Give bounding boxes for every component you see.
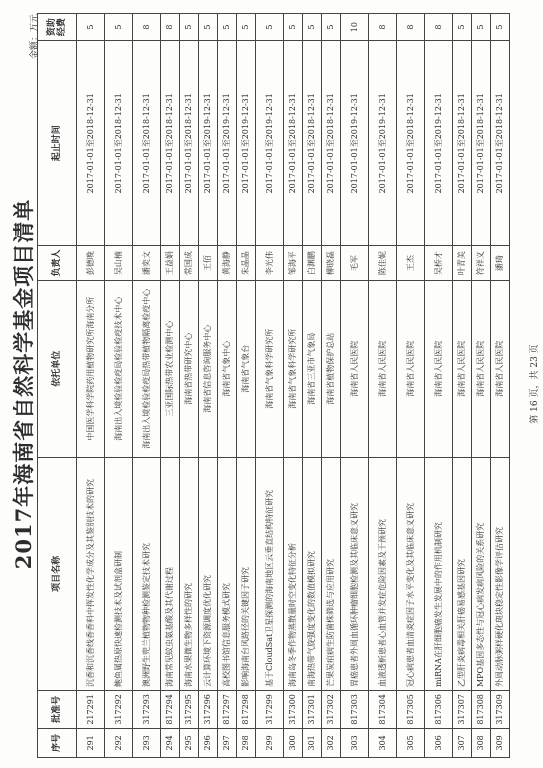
cell-leader: 毛军 bbox=[341, 246, 369, 281]
cell-funding: 5 bbox=[199, 14, 218, 41]
table-row bbox=[199, 14, 218, 758]
header-seq: 序号 bbox=[38, 728, 77, 757]
header-leader: 负责人 bbox=[38, 246, 77, 281]
cell-approval-no: 317299 bbox=[256, 691, 284, 729]
cell-seq: 305 bbox=[397, 728, 425, 757]
cell-approval-no: 317300 bbox=[284, 691, 303, 729]
header-approval-no: 批准号 bbox=[38, 691, 77, 729]
cell-period: 2017-01-01至2019-12-31 bbox=[341, 41, 369, 246]
cell-seq: 308 bbox=[472, 728, 491, 757]
cell-period: 2017-01-01至2019-12-31 bbox=[237, 41, 256, 246]
cell-institution: 海南省人民医院 bbox=[369, 280, 397, 457]
cell-institution: 海南省人民医院 bbox=[397, 280, 425, 457]
cell-institution: 海南出入境检验检疫局热带植物隔离检疫中心 bbox=[133, 280, 161, 457]
cell-approval-no: 317295 bbox=[180, 691, 199, 729]
cell-approval-no: 317309 bbox=[491, 691, 510, 729]
cell-project-name: 外周动脉粥样硬化斑块稳定性影像学评估研究 bbox=[491, 457, 510, 690]
cell-funding: 5 bbox=[322, 14, 341, 41]
table-row bbox=[237, 14, 256, 758]
cell-institution: 海南省气象科学研究所 bbox=[284, 280, 303, 457]
cell-approval-no: 317302 bbox=[322, 691, 341, 729]
table-row bbox=[77, 14, 105, 758]
cell-leader: 叶青美 bbox=[453, 246, 472, 281]
table-row bbox=[161, 14, 180, 758]
table-row bbox=[472, 14, 491, 758]
cell-seq: 300 bbox=[284, 728, 303, 757]
cell-institution: 海南省植物保护总站 bbox=[322, 280, 341, 457]
table-row bbox=[133, 14, 161, 758]
document-title: 2017年海南省自然科学基金项目清单 bbox=[11, 198, 36, 570]
cell-seq: 291 bbox=[77, 728, 105, 757]
cell-institution: 海南省气象台 bbox=[237, 280, 256, 457]
cell-leader: 柳晓磊 bbox=[322, 246, 341, 281]
cell-institution: 海南省气象中心 bbox=[218, 280, 237, 457]
cell-leader: 潘琦 bbox=[491, 246, 510, 281]
cell-project-name: 血液透析患者心血管并发症危险因素及干预研究 bbox=[369, 457, 397, 690]
cell-period: 2017-01-01至2019-12-31 bbox=[425, 41, 453, 246]
cell-funding: 8 bbox=[425, 14, 453, 41]
cell-project-name: 海南常见蚊虫氨基酸及其代谢过程 bbox=[161, 457, 180, 690]
cell-seq: 297 bbox=[218, 728, 237, 757]
project-table bbox=[37, 13, 510, 758]
cell-institution: 海南省人民医院 bbox=[453, 280, 472, 457]
cell-project-name: 云计算环境下资源调度优化研究 bbox=[199, 457, 218, 690]
table-row bbox=[453, 14, 472, 758]
cell-project-name: 乙型肝炎病毒相关肝癌易感基因研究 bbox=[453, 457, 472, 690]
cell-period: 2017-01-01至2019-12-31 bbox=[369, 41, 397, 246]
cell-period: 2017-01-01至2018-12-31 bbox=[303, 41, 322, 246]
cell-seq: 303 bbox=[341, 728, 369, 757]
table-row bbox=[105, 14, 133, 758]
cell-funding: 8 bbox=[369, 14, 397, 41]
cell-seq: 306 bbox=[425, 728, 453, 757]
cell-seq: 292 bbox=[105, 728, 133, 757]
cell-project-name: 南海热带气旋强度变化的数值模拟研究 bbox=[303, 457, 322, 690]
cell-leader: 潘奕文 bbox=[133, 246, 161, 281]
table-row bbox=[218, 14, 237, 758]
page-footer: 第 16 页，共 23 页 bbox=[530, 344, 540, 424]
cell-project-name: 澳洲野生兜兰植物物种检测鉴定技术研究 bbox=[133, 457, 161, 690]
table-row bbox=[341, 14, 369, 758]
cell-period: 2017-01-01至2018-12-31 bbox=[491, 41, 510, 246]
cell-funding: 8 bbox=[133, 14, 161, 41]
cell-funding: 5 bbox=[453, 14, 472, 41]
cell-funding: 5 bbox=[237, 14, 256, 41]
cell-institution: 海南省人民医院 bbox=[425, 280, 453, 457]
cell-seq: 309 bbox=[491, 728, 510, 757]
cell-approval-no: 817303 bbox=[341, 691, 369, 729]
cell-approval-no: 317292 bbox=[105, 691, 133, 729]
cell-leader: 邹海平 bbox=[284, 246, 303, 281]
cell-institution: 海南省三亚市气象局 bbox=[303, 280, 322, 457]
table-body bbox=[77, 14, 510, 758]
cell-funding: 5 bbox=[77, 14, 105, 41]
cell-project-name: 胃癌患者外周血循环肿瘤细胞检测及其临床意义研究 bbox=[341, 457, 369, 690]
cell-seq: 302 bbox=[322, 728, 341, 757]
cell-project-name: 沉香和沉香线香香料中挥发性化学成分及其鉴别技术的研究 bbox=[77, 457, 105, 690]
cell-approval-no: 817297 bbox=[218, 691, 237, 729]
table-row bbox=[256, 14, 284, 758]
cell-leader: 王益娟 bbox=[161, 246, 180, 281]
cell-seq: 301 bbox=[303, 728, 322, 757]
cell-institution: 中国医学科学院药用植物研究所海南分所 bbox=[77, 280, 105, 457]
cell-approval-no: 817306 bbox=[425, 691, 453, 729]
cell-period: 2017-01-01至2019-12-31 bbox=[218, 41, 237, 246]
cell-project-name: 芒果炭疽病生防菌株筛选与应用研究 bbox=[322, 457, 341, 690]
cell-funding: 5 bbox=[284, 14, 303, 41]
cell-period: 2017-01-01至2019-12-31 bbox=[256, 41, 284, 246]
table-row bbox=[303, 14, 322, 758]
cell-project-name: 鲍鱼属热原快速检测技术及试剂盒研制 bbox=[105, 457, 133, 690]
cell-period: 2017-01-01至2018-12-31 bbox=[105, 41, 133, 246]
cell-project-name: miRNA在肝细胞癌发生发展中的作用机制研究 bbox=[425, 457, 453, 690]
header-funding: 资助经费 bbox=[38, 14, 77, 41]
cell-period: 2017-01-01至2018-12-31 bbox=[284, 41, 303, 246]
cell-project-name: 海南水果微生物多样性的研究 bbox=[180, 457, 199, 690]
cell-project-name: MPO基因多态性与冠心病发病风险的关系研究 bbox=[472, 457, 491, 690]
table-row bbox=[397, 14, 425, 758]
cell-project-name: 高校图书馆信息服务模式研究 bbox=[218, 457, 237, 690]
cell-seq: 293 bbox=[133, 728, 161, 757]
cell-seq: 296 bbox=[199, 728, 218, 757]
cell-seq: 304 bbox=[369, 728, 397, 757]
cell-approval-no: 817304 bbox=[369, 691, 397, 729]
cell-period: 2017-01-01至2018-12-31 bbox=[397, 41, 425, 246]
cell-leader: 陈佳妮 bbox=[369, 246, 397, 281]
cell-leader: 吴山楠 bbox=[105, 246, 133, 281]
header-project-name: 项目名称 bbox=[38, 457, 77, 690]
cell-project-name: 影响海南台风路径的关键因子研究 bbox=[237, 457, 256, 690]
cell-institution: 海南省人民医院 bbox=[491, 280, 510, 457]
table-row bbox=[322, 14, 341, 758]
cell-period: 2017-01-01至2018-12-31 bbox=[322, 41, 341, 246]
cell-institution: 海南省人民医院 bbox=[341, 280, 369, 457]
table-row bbox=[425, 14, 453, 758]
cell-period: 2017-01-01至2018-12-31 bbox=[133, 41, 161, 246]
cell-seq: 294 bbox=[161, 728, 180, 757]
cell-funding: 5 bbox=[218, 14, 237, 41]
cell-leader: 彭德晚 bbox=[77, 246, 105, 281]
cell-leader: 王杰 bbox=[397, 246, 425, 281]
cell-funding: 5 bbox=[303, 14, 322, 41]
cell-leader: 常国成 bbox=[180, 246, 199, 281]
cell-period: 2017-01-01至2018-12-31 bbox=[180, 41, 199, 246]
cell-funding: 5 bbox=[256, 14, 284, 41]
cell-project-name: 海南岛冬季作物蒸散量时空变化特征分析 bbox=[284, 457, 303, 690]
cell-leader: 吴桥才 bbox=[425, 246, 453, 281]
cell-seq: 298 bbox=[237, 728, 256, 757]
cell-leader: 王佰 bbox=[199, 246, 218, 281]
cell-funding: 8 bbox=[161, 14, 180, 41]
cell-approval-no: 817308 bbox=[472, 691, 491, 729]
cell-period: 2017-01-01至2018-12-31 bbox=[77, 41, 105, 246]
cell-seq: 295 bbox=[180, 728, 199, 757]
cell-leader: 白渊鹏 bbox=[303, 246, 322, 281]
cell-leader: 李光伟 bbox=[256, 246, 284, 281]
header-period: 起止时间 bbox=[38, 41, 77, 246]
cell-approval-no: 817298 bbox=[237, 691, 256, 729]
cell-institution: 海南省信息咨询服务中心 bbox=[199, 280, 218, 457]
cell-seq: 299 bbox=[256, 728, 284, 757]
cell-funding: 10 bbox=[341, 14, 369, 41]
cell-leader: 黄海静 bbox=[218, 246, 237, 281]
cell-leader: 符祥义 bbox=[472, 246, 491, 281]
cell-funding: 5 bbox=[491, 14, 510, 41]
cell-funding: 5 bbox=[180, 14, 199, 41]
table-row bbox=[284, 14, 303, 758]
cell-institution: 海南省气象科学研究所 bbox=[256, 280, 284, 457]
cell-approval-no: 317301 bbox=[303, 691, 322, 729]
cell-project-name: 基于CloudSat卫星探测的海南地区云垂直结构特征研究 bbox=[256, 457, 284, 690]
cell-leader: 朱晶晶 bbox=[237, 246, 256, 281]
cell-funding: 5 bbox=[472, 14, 491, 41]
cell-approval-no: 217291 bbox=[77, 691, 105, 729]
cell-approval-no: 817294 bbox=[161, 691, 180, 729]
cell-period: 2017-01-01至2018-12-31 bbox=[161, 41, 180, 246]
cell-approval-no: 817305 bbox=[397, 691, 425, 729]
cell-institution: 海南出入境检验检疫局检验检疫技术中心 bbox=[105, 280, 133, 457]
cell-project-name: 冠心病患者血清炎症因子水平变化及其临床意义研究 bbox=[397, 457, 425, 690]
table-row bbox=[491, 14, 510, 758]
table-row bbox=[180, 14, 199, 758]
cell-seq: 307 bbox=[453, 728, 472, 757]
cell-period: 2017-01-01至2018-12-31 bbox=[453, 41, 472, 246]
header-institution: 依托单位 bbox=[38, 280, 77, 457]
cell-institution: 海南省人民医院 bbox=[472, 280, 491, 457]
cell-institution: 海南省热带研究中心 bbox=[180, 280, 199, 457]
unit-label: 金额：万元 bbox=[30, 14, 40, 60]
table-header-row bbox=[38, 14, 77, 758]
cell-period: 2017-01-01至2018-12-31 bbox=[472, 41, 491, 246]
table-row bbox=[369, 14, 397, 758]
cell-period: 2017-01-01至2019-12-31 bbox=[199, 41, 218, 246]
cell-approval-no: 317296 bbox=[199, 691, 218, 729]
cell-institution: 三亚国际热带农业检测中心 bbox=[161, 280, 180, 457]
cell-funding: 5 bbox=[105, 14, 133, 41]
cell-funding: 8 bbox=[397, 14, 425, 41]
cell-approval-no: 317307 bbox=[453, 691, 472, 729]
cell-approval-no: 317293 bbox=[133, 691, 161, 729]
